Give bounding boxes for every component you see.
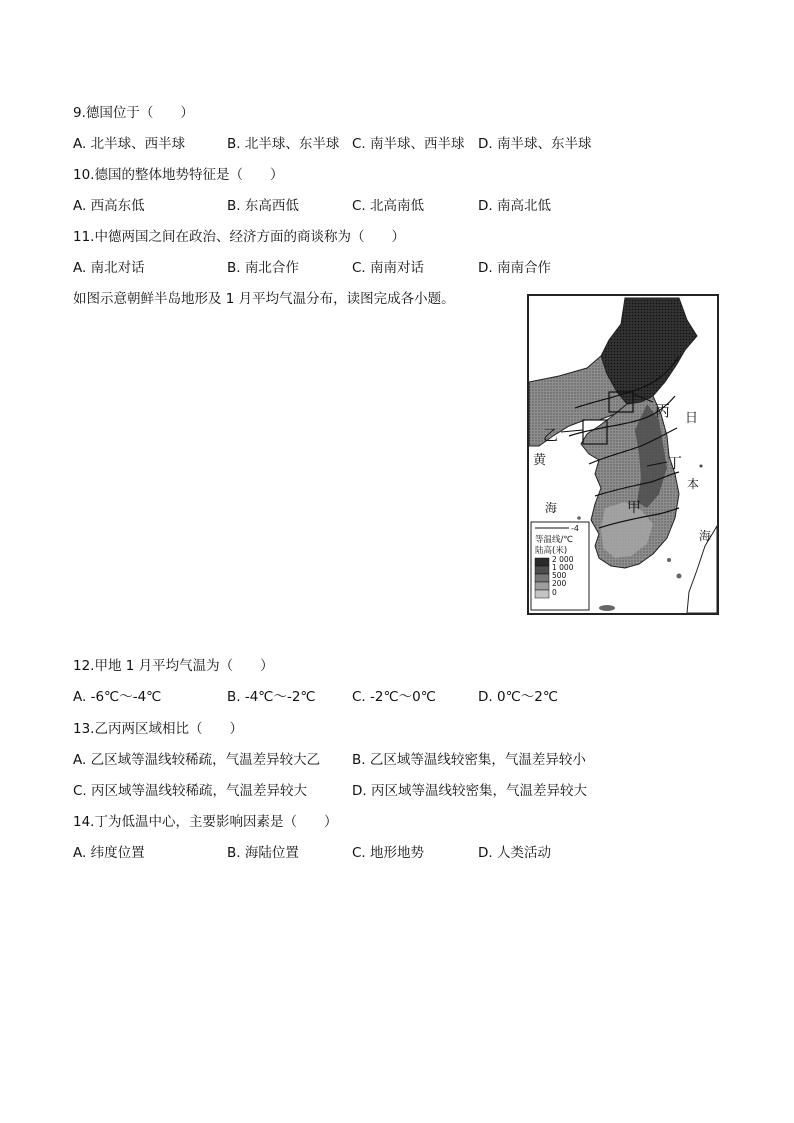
legend-swatch bbox=[535, 574, 549, 582]
q12-option-d: D. 0℃～2℃ bbox=[478, 689, 558, 705]
legend-title-elevation: 陆高(米) bbox=[535, 546, 568, 556]
legend-level: 200 bbox=[552, 579, 567, 588]
q14-option-c: C. 地形地势 bbox=[352, 845, 425, 861]
island-dot bbox=[667, 558, 671, 562]
label-jia: 甲 bbox=[627, 500, 641, 516]
q9-option-c: C. 南半球、西半球 bbox=[352, 136, 465, 152]
legend-level: 500 bbox=[552, 571, 567, 580]
map-legend bbox=[531, 522, 589, 610]
q11-option-a: A. 南北对话 bbox=[73, 260, 145, 276]
label-ding: 丁 bbox=[667, 454, 683, 472]
q14-option-a: A. 纬度位置 bbox=[73, 845, 145, 861]
q12-option-a: A. -6℃～-4℃ bbox=[73, 689, 162, 705]
q10-option-c: C. 北高南低 bbox=[352, 198, 425, 214]
legend-swatch bbox=[535, 590, 549, 598]
island-dot bbox=[677, 574, 682, 579]
q10-option-b: B. 东高西低 bbox=[227, 198, 299, 214]
q10-option-a: A. 西高东低 bbox=[73, 198, 145, 214]
q13-option-a: A. 乙区域等温线较稀疏，气温差异较大乙 bbox=[73, 752, 321, 768]
q13-option-d: D. 丙区域等温线较密集，气温差异较大 bbox=[352, 783, 587, 799]
map-intro-text: 如图示意朝鲜半岛地形及 1 月平均气温分布，读图完成各小题。 bbox=[73, 291, 455, 307]
q13-option-b: B. 乙区域等温线较密集，气温差异较小 bbox=[352, 752, 586, 768]
q9-option-d: D. 南半球、东半球 bbox=[478, 136, 592, 152]
leader-line-yi bbox=[561, 430, 583, 432]
legend-level: 0 bbox=[552, 588, 557, 597]
map-graphic bbox=[529, 296, 717, 613]
label-bing: 丙 bbox=[655, 402, 671, 420]
q13-option-c: C. 丙区域等温线较稀疏，气温差异较大 bbox=[73, 783, 308, 799]
q10-option-d: D. 南高北低 bbox=[478, 198, 551, 214]
jeju-island bbox=[599, 605, 615, 611]
label-ben: 本 bbox=[687, 477, 700, 491]
island-dot bbox=[577, 516, 581, 520]
question-10-stem: 10.德国的整体地势特征是（ ） bbox=[73, 167, 284, 183]
legend-swatch bbox=[535, 582, 549, 590]
label-huang: 黄 bbox=[533, 453, 547, 468]
question-14-stem: 14.丁为低温中心，主要影响因素是（ ） bbox=[73, 814, 338, 830]
korea-peninsula-map bbox=[527, 294, 719, 615]
legend-title-isotherm: 等温线/℃ bbox=[535, 535, 573, 545]
question-13-stem: 13.乙丙两区域相比（ ） bbox=[73, 721, 243, 737]
label-hai-east: 海 bbox=[699, 529, 712, 543]
q14-option-b: B. 海陆位置 bbox=[227, 845, 299, 861]
label-ri: 日 bbox=[685, 411, 699, 426]
legend-level: 1 000 bbox=[552, 563, 574, 572]
label-hai-west: 海 bbox=[545, 501, 558, 515]
legend-swatch bbox=[535, 558, 549, 566]
q12-option-c: C. -2℃～0℃ bbox=[352, 689, 436, 705]
island-dot bbox=[700, 465, 703, 468]
question-11-stem: 11.中德两国之间在政治、经济方面的商谈称为（ ） bbox=[73, 229, 405, 245]
legend-isotherm-value: -4 bbox=[571, 524, 579, 533]
q11-option-d: D. 南南合作 bbox=[478, 260, 551, 276]
question-9-stem: 9.德国位于（ ） bbox=[73, 105, 194, 121]
label-yi: 乙 bbox=[543, 426, 559, 444]
q11-option-c: C. 南南对话 bbox=[352, 260, 425, 276]
q9-option-b: B. 北半球、东半球 bbox=[227, 136, 340, 152]
legend-level: 2 000 bbox=[552, 555, 574, 564]
q9-option-a: A. 北半球、西半球 bbox=[73, 136, 186, 152]
q11-option-b: B. 南北合作 bbox=[227, 260, 299, 276]
legend-swatch bbox=[535, 566, 549, 574]
q14-option-d: D. 人类活动 bbox=[478, 845, 551, 861]
question-12-stem: 12.甲地 1 月平均气温为（ ） bbox=[73, 658, 274, 674]
q12-option-b: B. -4℃～-2℃ bbox=[227, 689, 316, 705]
